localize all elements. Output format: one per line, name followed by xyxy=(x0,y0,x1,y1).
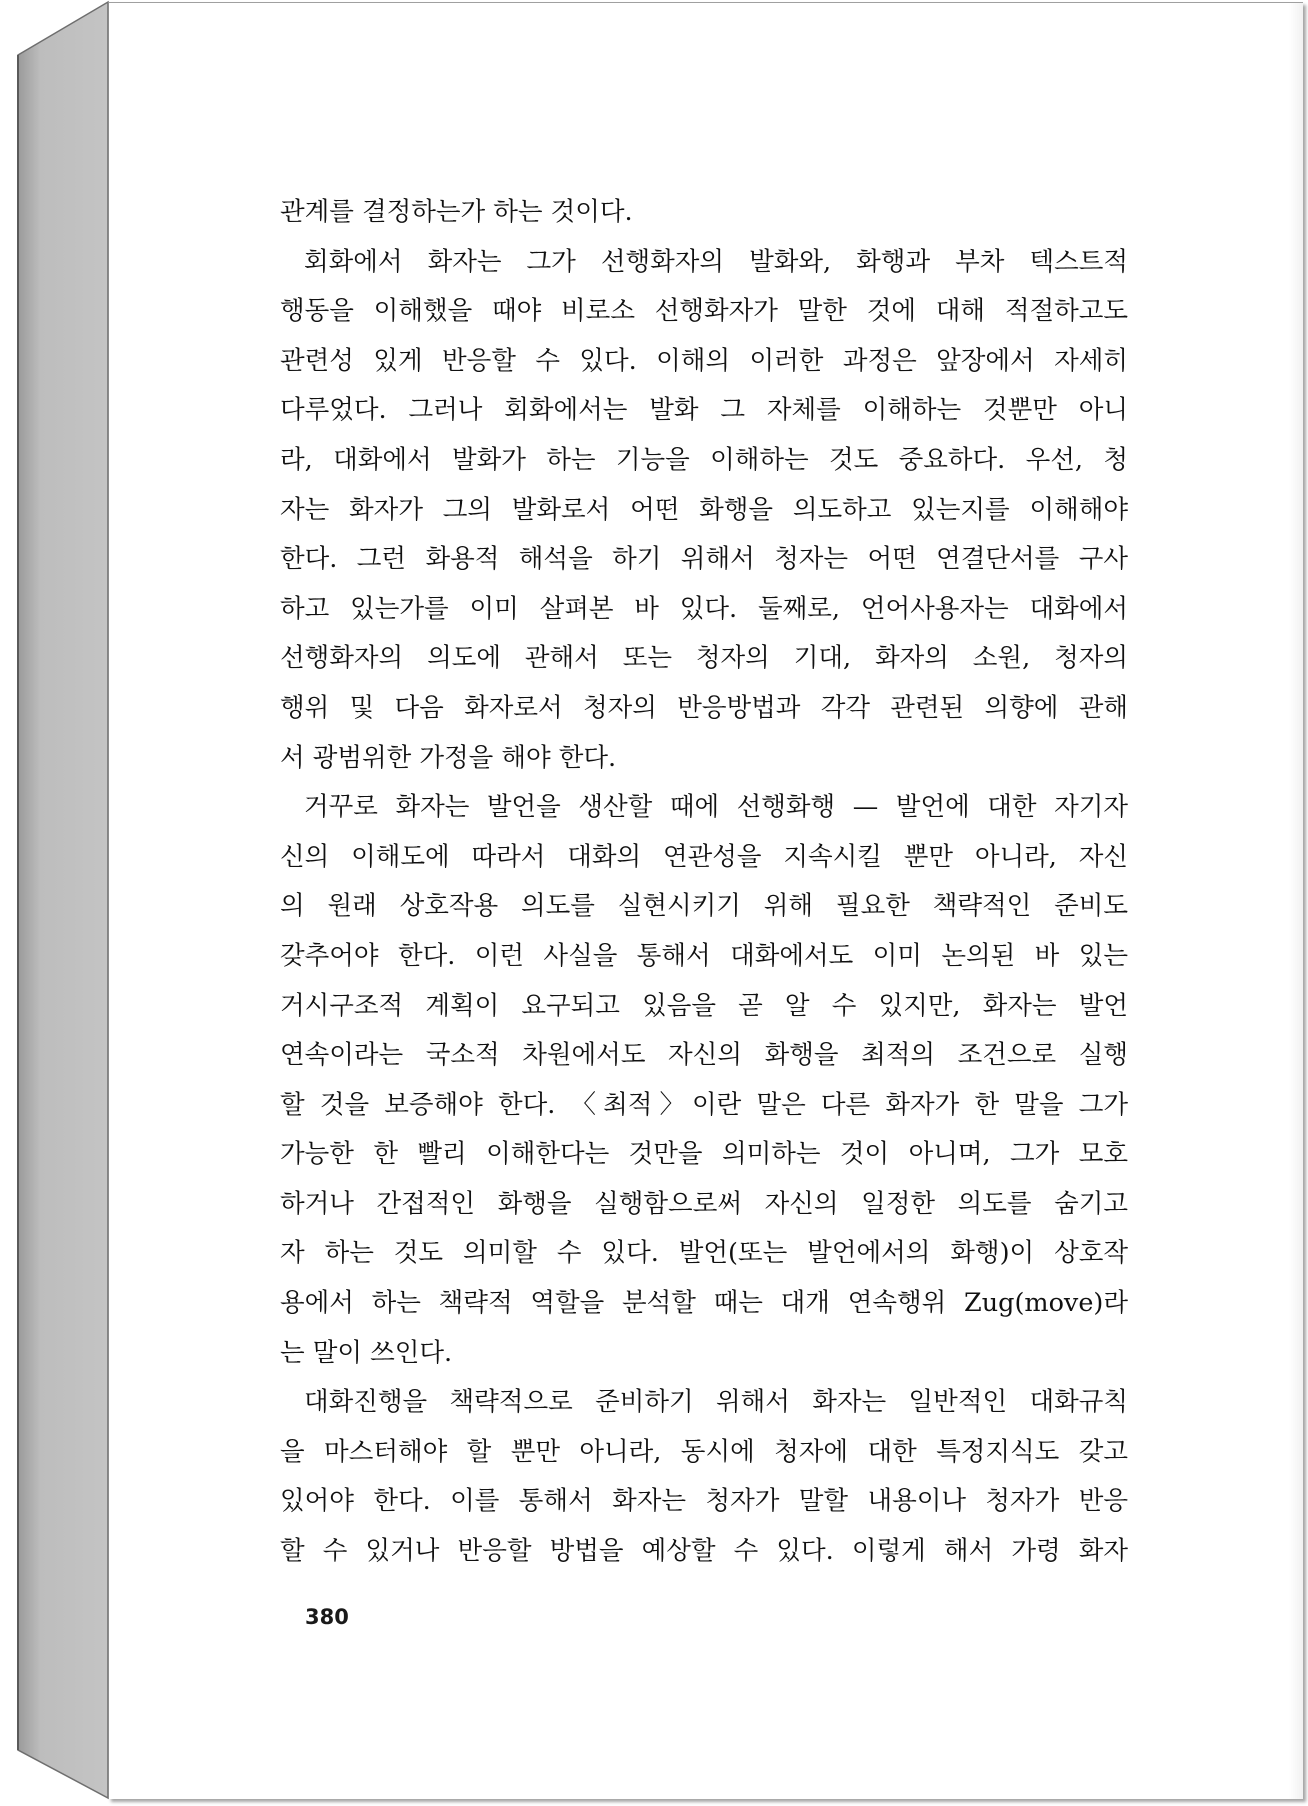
text-line: 는 말이 쓰인다. xyxy=(280,1337,453,1368)
text-line: 용에서 하는 책략적 역할을 분석할 때는 대개 연속행위 Zug(move)라 xyxy=(280,1288,1128,1319)
text-line: 자는 화자가 그의 발화로서 어떤 화행을 의도하고 있는지를 이해해야 xyxy=(280,494,1128,525)
text-line: 행동을 이해했을 때야 비로소 선행화자가 말한 것에 대해 적절하고도 xyxy=(280,296,1128,327)
text-line: 연속이라는 국소적 차원에서도 자신의 화행을 최적의 조건으로 실행 xyxy=(280,1040,1128,1071)
text-line: 을 마스터해야 할 뿐만 아니라, 동시에 청자에 대한 특정지식도 갖고 xyxy=(280,1436,1128,1467)
text-line: 거꾸로 화자는 발언을 생산할 때에 선행화행 — 발언에 대한 자기자 xyxy=(304,792,1128,823)
text-line: 선행화자의 의도에 관해서 또는 청자의 기대, 화자의 소원, 청자의 xyxy=(280,643,1128,674)
text-line: 거시구조적 계획이 요구되고 있음을 곧 알 수 있지만, 화자는 발언 xyxy=(280,990,1128,1021)
text-line: 다루었다. 그러나 회화에서는 발화 그 자체를 이해하는 것뿐만 아니 xyxy=(280,395,1128,426)
page-number: 380 xyxy=(305,1605,349,1629)
text-line: 관계를 결정하는가 하는 것이다. xyxy=(280,197,633,227)
text-line: 신의 이해도에 따라서 대화의 연관성을 지속시킬 뿐만 아니라, 자신 xyxy=(280,841,1128,872)
body-text xyxy=(280,188,1128,1577)
text-line: 할 수 있거나 반응할 방법을 예상할 수 있다. 이렇게 해서 가령 화자 xyxy=(280,1536,1128,1567)
text-line: 가능한 한 빨리 이해한다는 것만을 의미하는 것이 아니며, 그가 모호 xyxy=(280,1139,1128,1170)
text-line: 한다. 그런 화용적 해석을 하기 위해서 청자는 어떤 연결단서를 구사 xyxy=(280,544,1128,575)
text-line: 있어야 한다. 이를 통해서 화자는 청자가 말할 내용이나 청자가 반응 xyxy=(280,1486,1128,1517)
text-line: 서 광범위한 가정을 해야 한다. xyxy=(280,742,617,773)
text-line: 행위 및 다음 화자로서 청자의 반응방법과 각각 관련된 의향에 관해 xyxy=(280,692,1128,723)
text-line: 회화에서 화자는 그가 선행화자의 발화와, 화행과 부차 텍스트적 xyxy=(304,246,1128,277)
text-line: 자 하는 것도 의미할 수 있다. 발언(또는 발언에서의 화행)이 상호작 xyxy=(280,1238,1128,1269)
page-edge-shading xyxy=(1289,3,1303,1799)
text-line: 갖추어야 한다. 이런 사실을 통해서 대화에서도 이미 논의된 바 있는 xyxy=(280,940,1128,971)
text-line: 할 것을 보증해야 한다. 〈최적〉이란 말은 다른 화자가 한 말을 그가 xyxy=(280,1089,1128,1120)
text-line: 의 원래 상호작용 의도를 실현시키기 위해 필요한 책략적인 준비도 xyxy=(280,891,1128,922)
text-line: 라, 대화에서 발화가 하는 기능을 이해하는 것도 중요하다. 우선, 청 xyxy=(280,444,1128,475)
text-line: 하거나 간접적인 화행을 실행함으로써 자신의 일정한 의도를 숨기고 xyxy=(280,1188,1128,1219)
text-line: 대화진행을 책략적으로 준비하기 위해서 화자는 일반적인 대화규칙 xyxy=(304,1387,1128,1418)
text-line: 관련성 있게 반응할 수 있다. 이해의 이러한 과정은 앞장에서 자세히 xyxy=(280,345,1128,376)
text-line: 하고 있는가를 이미 살펴본 바 있다. 둘째로, 언어사용자는 대화에서 xyxy=(280,593,1128,624)
